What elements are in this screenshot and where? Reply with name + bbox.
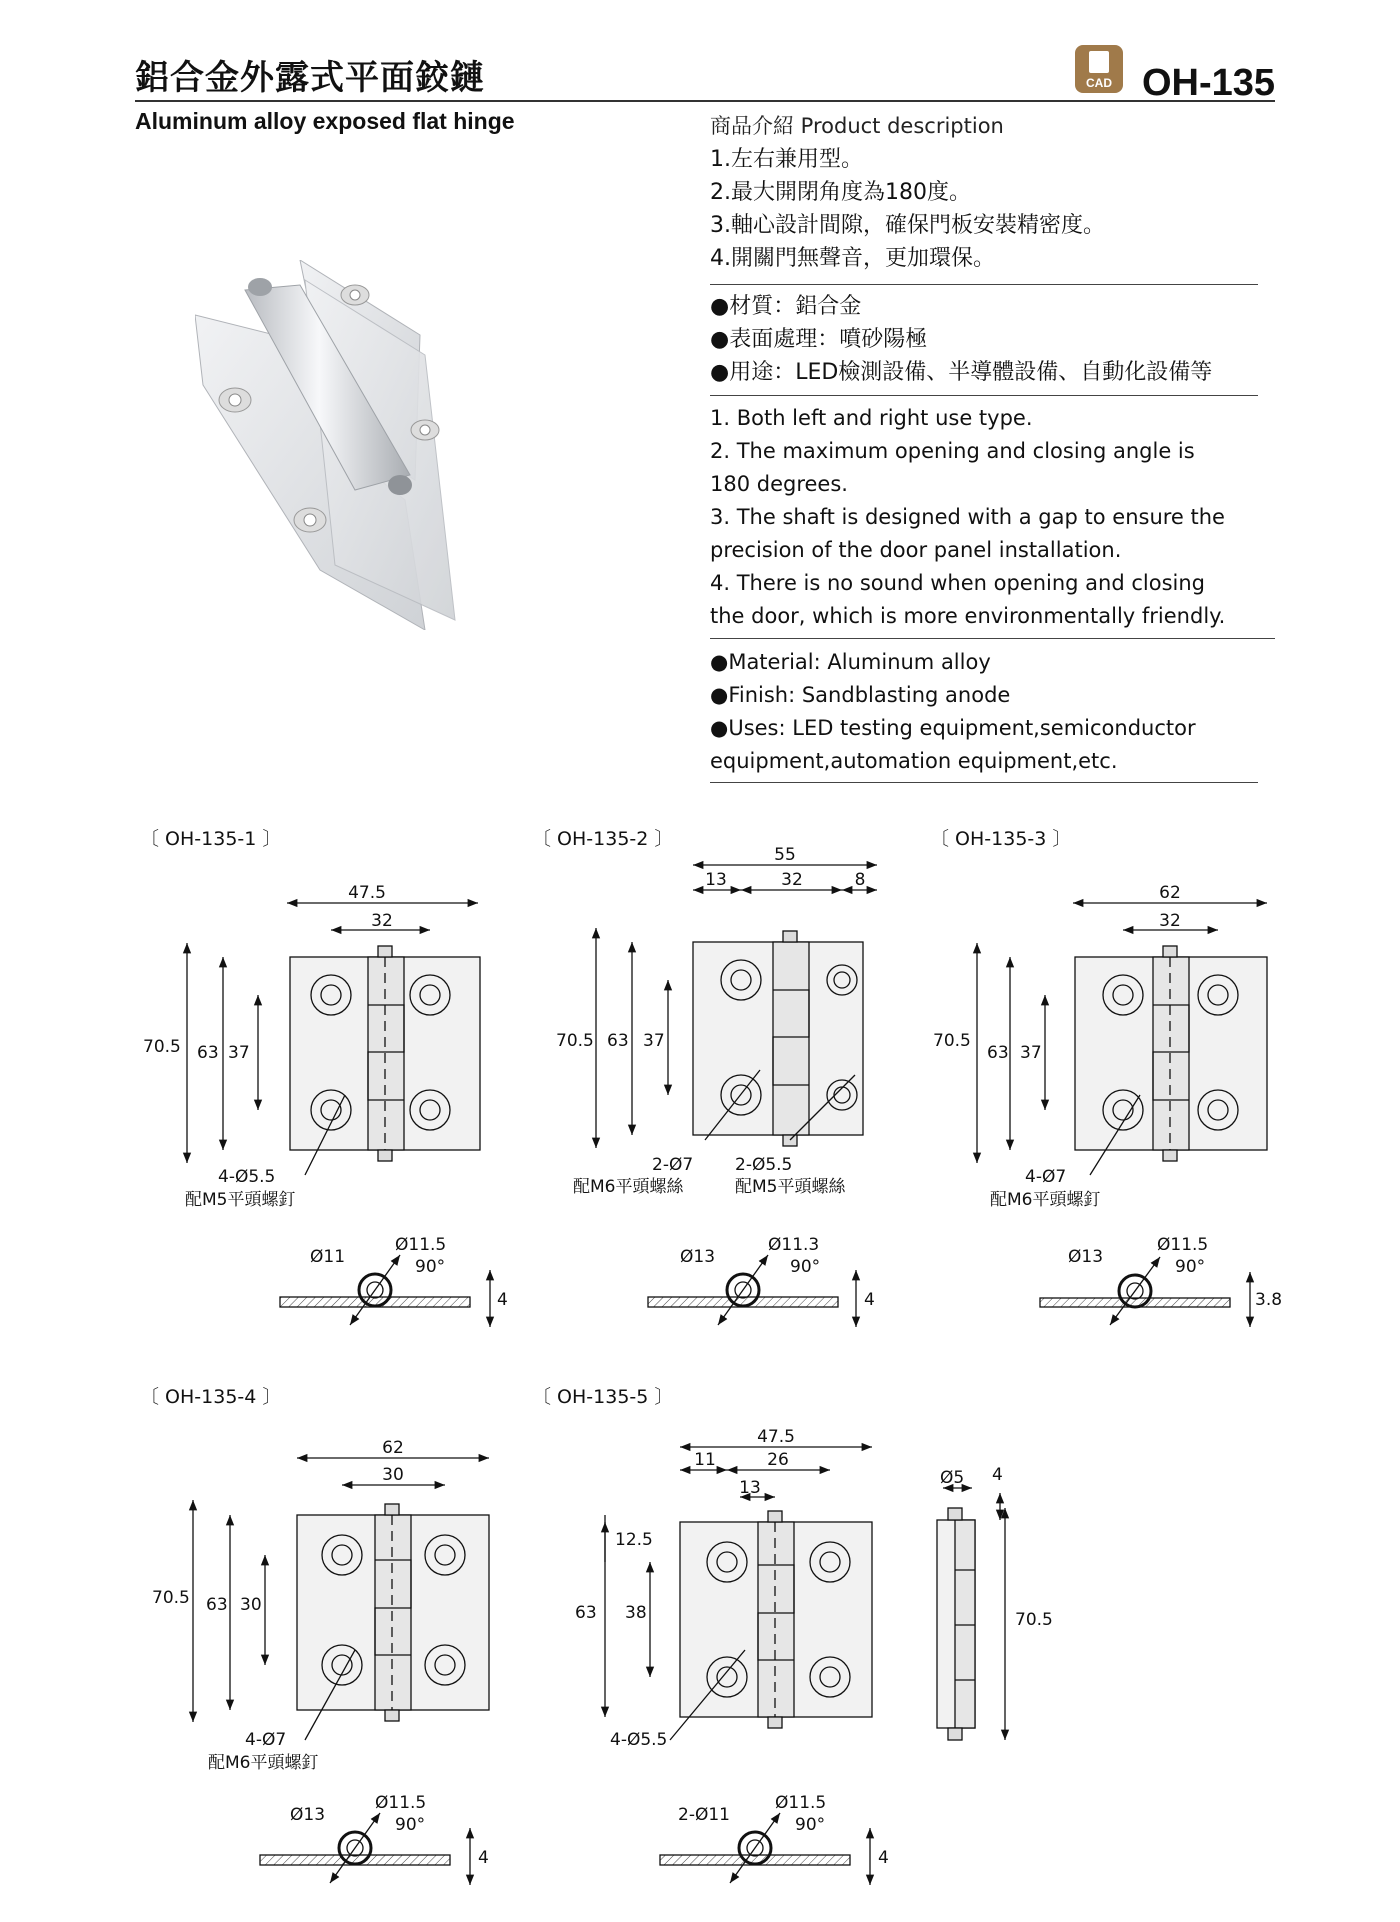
svg-text:70.5: 70.5 [933, 1031, 971, 1051]
svg-text:90°: 90° [790, 1257, 821, 1277]
svg-text:90°: 90° [795, 1815, 826, 1835]
drawing-label: 〔 OH-135-3 〕 [930, 828, 1072, 850]
en-point: the door, which is more environmentally friendly. [710, 604, 1226, 628]
svg-text:2-Ø5.5: 2-Ø5.5 [735, 1155, 793, 1175]
svg-text:配M6平頭螺釘: 配M6平頭螺釘 [990, 1190, 1101, 1210]
zh-point: 2.最大開閉角度為180度。 [710, 180, 971, 205]
zh-spec: ●用途：LED檢測設備、半導體設備、自動化設備等 [710, 360, 1213, 385]
svg-text:Ø5: Ø5 [940, 1468, 965, 1488]
en-spec: ●Material: Aluminum alloy [710, 650, 991, 674]
svg-text:4: 4 [497, 1290, 508, 1310]
svg-text:37: 37 [228, 1043, 250, 1063]
svg-text:配M6平頭螺絲: 配M6平頭螺絲 [573, 1177, 684, 1197]
svg-text:90°: 90° [1175, 1257, 1206, 1277]
zh-point: 3.軸心設計間隙，確保門板安裝精密度。 [710, 213, 1105, 238]
svg-text:63: 63 [575, 1603, 597, 1623]
svg-text:3.8: 3.8 [1255, 1290, 1283, 1310]
svg-text:配M5平頭螺釘: 配M5平頭螺釘 [185, 1190, 296, 1210]
zh-point: 1.左右兼用型。 [710, 147, 863, 172]
svg-text:32: 32 [1159, 911, 1181, 931]
svg-text:Ø13: Ø13 [290, 1805, 326, 1825]
svg-text:30: 30 [240, 1595, 262, 1615]
svg-text:Ø11: Ø11 [310, 1247, 346, 1267]
en-point: precision of the door panel installation. [710, 538, 1122, 562]
svg-text:63: 63 [206, 1595, 228, 1615]
model-number: OH-135 [1141, 62, 1275, 104]
svg-text:32: 32 [781, 870, 803, 890]
svg-text:70.5: 70.5 [143, 1037, 181, 1057]
svg-text:63: 63 [987, 1043, 1009, 1063]
en-spec: ●Uses: LED testing equipment,semiconductor [710, 716, 1196, 740]
en-point: 180 degrees. [710, 472, 848, 496]
svg-text:37: 37 [1020, 1043, 1042, 1063]
page-title-zh: 鋁合金外露式平面鉸鏈 [135, 58, 485, 98]
drawing-label: 〔 OH-135-2 〕 [532, 828, 674, 850]
svg-text:47.5: 47.5 [757, 1427, 795, 1447]
en-point: 1. Both left and right use type. [710, 406, 1033, 430]
svg-text:Ø11.5: Ø11.5 [375, 1793, 427, 1813]
en-spec: ●Finish: Sandblasting anode [710, 683, 1011, 707]
svg-text:38: 38 [625, 1603, 647, 1623]
svg-text:8: 8 [854, 870, 866, 890]
drawing-label: 〔 OH-135-5 〕 [532, 1386, 674, 1408]
svg-text:90°: 90° [395, 1815, 426, 1835]
en-point: 3. The shaft is designed with a gap to ensure the [710, 505, 1225, 529]
zh-spec: ●材質：鋁合金 [710, 294, 862, 319]
svg-text:37: 37 [643, 1031, 665, 1051]
svg-text:11: 11 [694, 1450, 716, 1470]
svg-text:配M6平頭螺釘: 配M6平頭螺釘 [208, 1753, 319, 1773]
svg-text:Ø11.5: Ø11.5 [775, 1793, 827, 1813]
svg-text:90°: 90° [415, 1257, 446, 1277]
svg-text:4: 4 [864, 1290, 875, 1310]
svg-text:4: 4 [878, 1848, 889, 1868]
svg-text:55: 55 [774, 845, 796, 865]
svg-text:4-Ø5.5: 4-Ø5.5 [218, 1167, 276, 1187]
svg-text:2-Ø11: 2-Ø11 [678, 1805, 730, 1825]
cad-label: CAD [1086, 76, 1112, 90]
en-point: 4. There is no sound when opening and closing [710, 571, 1206, 595]
description-heading: 商品介紹 Product description [710, 114, 1004, 138]
svg-text:Ø13: Ø13 [1068, 1247, 1104, 1267]
svg-text:62: 62 [382, 1438, 404, 1458]
svg-text:63: 63 [197, 1043, 219, 1063]
svg-text:Ø11.5: Ø11.5 [395, 1235, 447, 1255]
svg-text:62: 62 [1159, 883, 1181, 903]
zh-spec: ●表面處理：噴砂陽極 [710, 327, 928, 352]
svg-text:12.5: 12.5 [615, 1530, 653, 1550]
svg-text:4: 4 [478, 1848, 489, 1868]
svg-text:4: 4 [992, 1465, 1003, 1485]
drawing-label: 〔 OH-135-4 〕 [140, 1386, 282, 1408]
svg-text:2-Ø7: 2-Ø7 [652, 1155, 694, 1175]
svg-text:63: 63 [607, 1031, 629, 1051]
svg-text:Ø11.5: Ø11.5 [1157, 1235, 1209, 1255]
svg-text:Ø13: Ø13 [680, 1247, 716, 1267]
svg-text:4-Ø7: 4-Ø7 [1025, 1167, 1067, 1187]
svg-text:47.5: 47.5 [348, 883, 386, 903]
drawing-label: 〔 OH-135-1 〕 [140, 828, 282, 850]
svg-text:70.5: 70.5 [152, 1588, 190, 1608]
zh-point: 4.開關門無聲音，更加環保。 [710, 246, 995, 271]
svg-text:32: 32 [371, 911, 393, 931]
svg-text:13: 13 [739, 1478, 761, 1498]
svg-text:配M5平頭螺絲: 配M5平頭螺絲 [735, 1177, 846, 1197]
en-spec: equipment,automation equipment,etc. [710, 749, 1118, 773]
svg-text:4-Ø5.5: 4-Ø5.5 [610, 1730, 668, 1750]
en-point: 2. The maximum opening and closing angle is [710, 439, 1195, 463]
svg-text:4-Ø7: 4-Ø7 [245, 1730, 287, 1750]
page-title-en: Aluminum alloy exposed flat hinge [135, 108, 515, 134]
svg-text:13: 13 [705, 870, 727, 890]
svg-text:70.5: 70.5 [556, 1031, 594, 1051]
svg-text:70.5: 70.5 [1015, 1610, 1053, 1630]
svg-text:30: 30 [382, 1465, 404, 1485]
svg-text:26: 26 [767, 1450, 789, 1470]
svg-text:Ø11.3: Ø11.3 [768, 1235, 820, 1255]
